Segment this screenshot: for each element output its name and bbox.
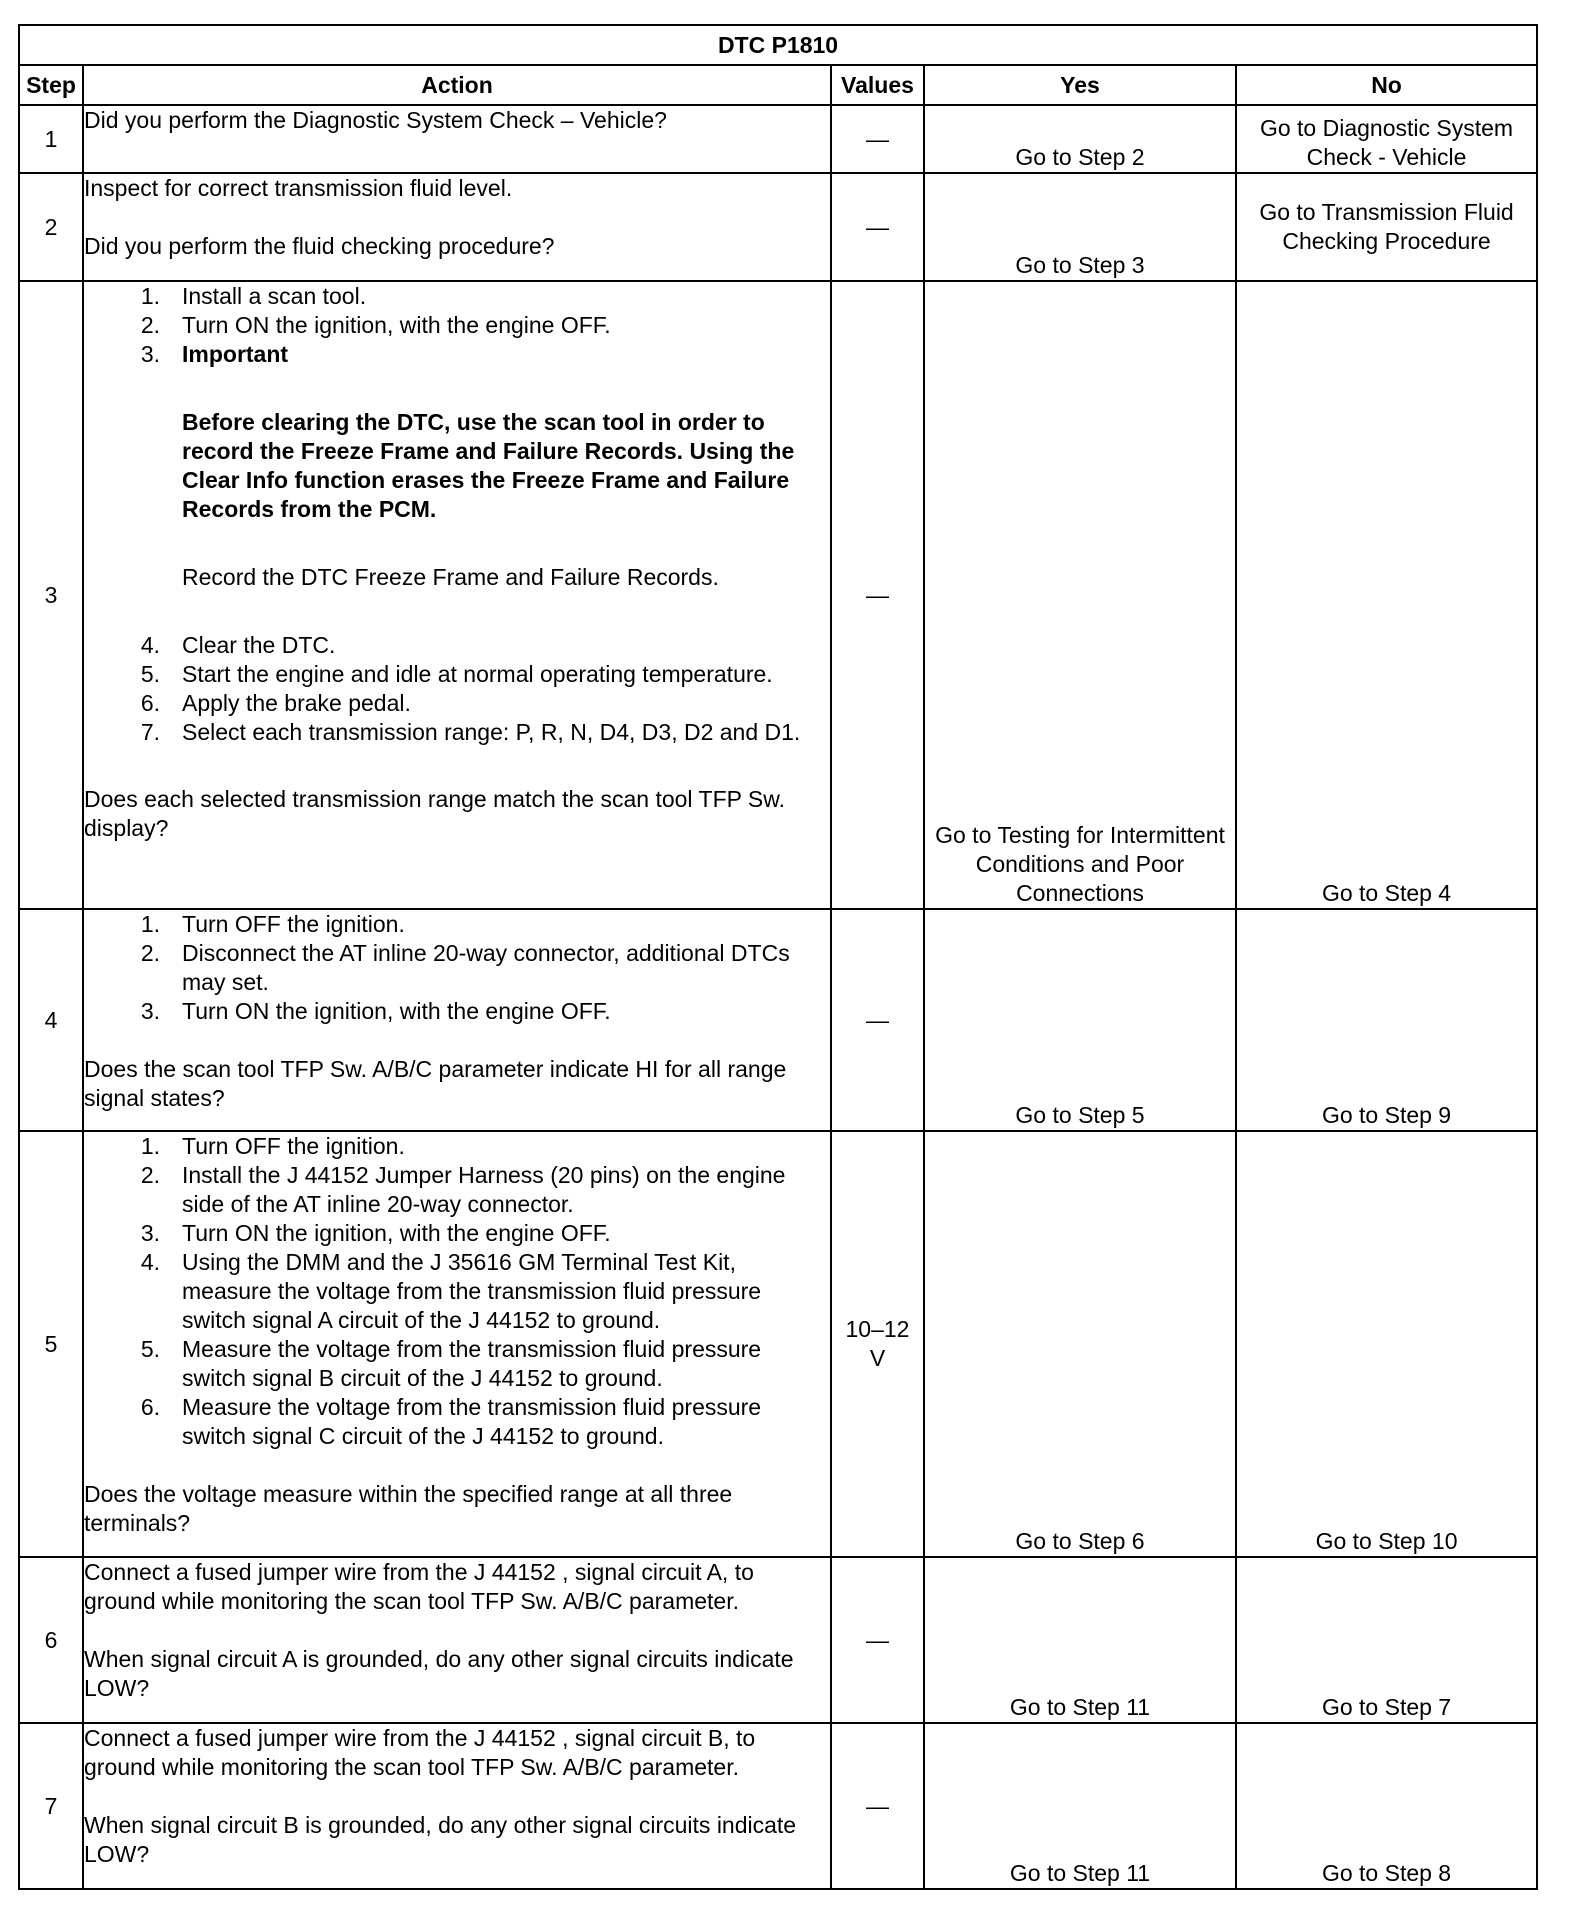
yes-cell: Go to Testing for Intermittent Conditions and Poor Connections [924, 281, 1236, 909]
step-number: 6 [19, 1557, 83, 1723]
yes-cell: Go to Step 11 [924, 1557, 1236, 1723]
action-question: Does the scan tool TFP Sw. A/B/C parameter indicate HI for all range signal states? [84, 1056, 787, 1111]
list-item: 2. Install the J 44152 Jumper Harness (20 pins) on the engine side of the AT inline 20-way connector. [140, 1162, 786, 1217]
title-row [19, 25, 1537, 65]
list-item: 5. Measure the voltage from the transmission fluid pressure switch signal B circuit of the J 44152 to ground. [140, 1336, 762, 1391]
values-cell: — [831, 281, 924, 909]
no-cell: Go to Step 4 [1236, 281, 1537, 909]
values-cell: 10–12 V [831, 1131, 924, 1557]
values-cell: — [831, 1723, 924, 1889]
values-cell: — [831, 1557, 924, 1723]
procedure-list [84, 282, 830, 369]
step-number: 7 [19, 1723, 83, 1889]
header-step: Step [19, 65, 83, 105]
action-intro: Connect a fused jumper wire from the J 44152 , signal circuit B, to ground while monitoring the scan tool TFP Sw. A/B/C parameter. [84, 1725, 756, 1780]
list-item: 1. Install a scan tool. [140, 283, 367, 309]
yes-cell: Go to Step 6 [924, 1131, 1236, 1557]
no-cell: Go to Step 8 [1236, 1723, 1537, 1889]
table-row [19, 1131, 1537, 1557]
action-question: Did you perform the Diagnostic System Check – Vehicle? [84, 107, 667, 133]
list-item: 2. Disconnect the AT inline 20-way connector, additional DTCs may set. [140, 940, 790, 995]
procedure-list [84, 910, 830, 1026]
list-item: 1. Turn OFF the ignition. [140, 911, 405, 937]
action-intro: Connect a fused jumper wire from the J 44152 , signal circuit A, to ground while monitoring the scan tool TFP Sw. A/B/C parameter. [84, 1559, 754, 1614]
step-number: 3 [19, 281, 83, 909]
action-cell [83, 105, 831, 173]
list-item: 2. Turn ON the ignition, with the engine OFF. [140, 312, 611, 338]
action-question: When signal circuit A is grounded, do any other signal circuits indicate LOW? [84, 1646, 794, 1701]
table-row [19, 909, 1537, 1131]
action-cell [83, 1557, 831, 1723]
table-row [19, 1557, 1537, 1723]
yes-cell: Go to Step 3 [924, 173, 1236, 281]
no-cell: Go to Diagnostic System Check - Vehicle [1236, 105, 1537, 173]
header-no: No [1236, 65, 1537, 105]
table-title: DTC P1810 [19, 25, 1537, 65]
values-cell: — [831, 105, 924, 173]
diagnostic-table [18, 24, 1538, 1890]
list-item: 4. Clear the DTC. [140, 632, 336, 658]
action-cell [83, 173, 831, 281]
step-number: 2 [19, 173, 83, 281]
table-row [19, 173, 1537, 281]
list-item: 7. Select each transmission range: P, R, N, D4, D3, D2 and D1. [140, 719, 801, 745]
step-number: 4 [19, 909, 83, 1131]
record-note: Record the DTC Freeze Frame and Failure Records. [182, 564, 719, 590]
list-item: 1. Turn OFF the ignition. [140, 1133, 405, 1159]
values-cell: — [831, 909, 924, 1131]
list-item: 6. Measure the voltage from the transmission fluid pressure switch signal C circuit of the J 44152 to ground. [140, 1394, 762, 1449]
no-cell: Go to Step 10 [1236, 1131, 1537, 1557]
list-item: 3. Turn ON the ignition, with the engine OFF. [140, 1220, 611, 1246]
important-label: Important [182, 341, 289, 367]
list-item: 3. Important [84, 340, 830, 369]
action-question: When signal circuit B is grounded, do any other signal circuits indicate LOW? [84, 1812, 797, 1867]
table-row [19, 105, 1537, 173]
no-cell: Go to Step 7 [1236, 1557, 1537, 1723]
action-cell [83, 1723, 831, 1889]
header-row [19, 65, 1537, 105]
action-cell [83, 281, 831, 909]
table-row [19, 1723, 1537, 1889]
action-cell [83, 909, 831, 1131]
action-cell [83, 1131, 831, 1557]
header-action: Action [83, 65, 831, 105]
action-intro: Inspect for correct transmission fluid level. [84, 175, 513, 201]
procedure-list [84, 631, 830, 747]
action-question: Did you perform the fluid checking procedure? [84, 233, 555, 259]
yes-cell: Go to Step 2 [924, 105, 1236, 173]
table-row [19, 281, 1537, 909]
important-note: Before clearing the DTC, use the scan tool in order to record the Freeze Frame and Failure Records. Using the Clear Info function erases the Freeze Frame and Failure Records from the PCM. [182, 409, 795, 522]
step-number: 5 [19, 1131, 83, 1557]
step-number: 1 [19, 105, 83, 173]
list-item: 3. Turn ON the ignition, with the engine OFF. [140, 998, 611, 1024]
list-item: 6. Apply the brake pedal. [140, 690, 411, 716]
values-cell: — [831, 173, 924, 281]
no-cell: Go to Step 9 [1236, 909, 1537, 1131]
yes-cell: Go to Step 11 [924, 1723, 1236, 1889]
no-cell: Go to Transmission Fluid Checking Procedure [1236, 173, 1537, 281]
list-item: 4. Using the DMM and the J 35616 GM Terminal Test Kit, measure the voltage from the transmission fluid pressure switch signal A circuit of the J 44152 to ground. [140, 1249, 762, 1333]
action-question: Does the voltage measure within the specified range at all three terminals? [84, 1481, 733, 1536]
header-yes: Yes [924, 65, 1236, 105]
procedure-list [84, 1132, 830, 1451]
header-values: Values [831, 65, 924, 105]
yes-cell: Go to Step 5 [924, 909, 1236, 1131]
list-item: 5. Start the engine and idle at normal operating temperature. [140, 661, 773, 687]
action-question: Does each selected transmission range match the scan tool TFP Sw. display? [84, 786, 786, 841]
